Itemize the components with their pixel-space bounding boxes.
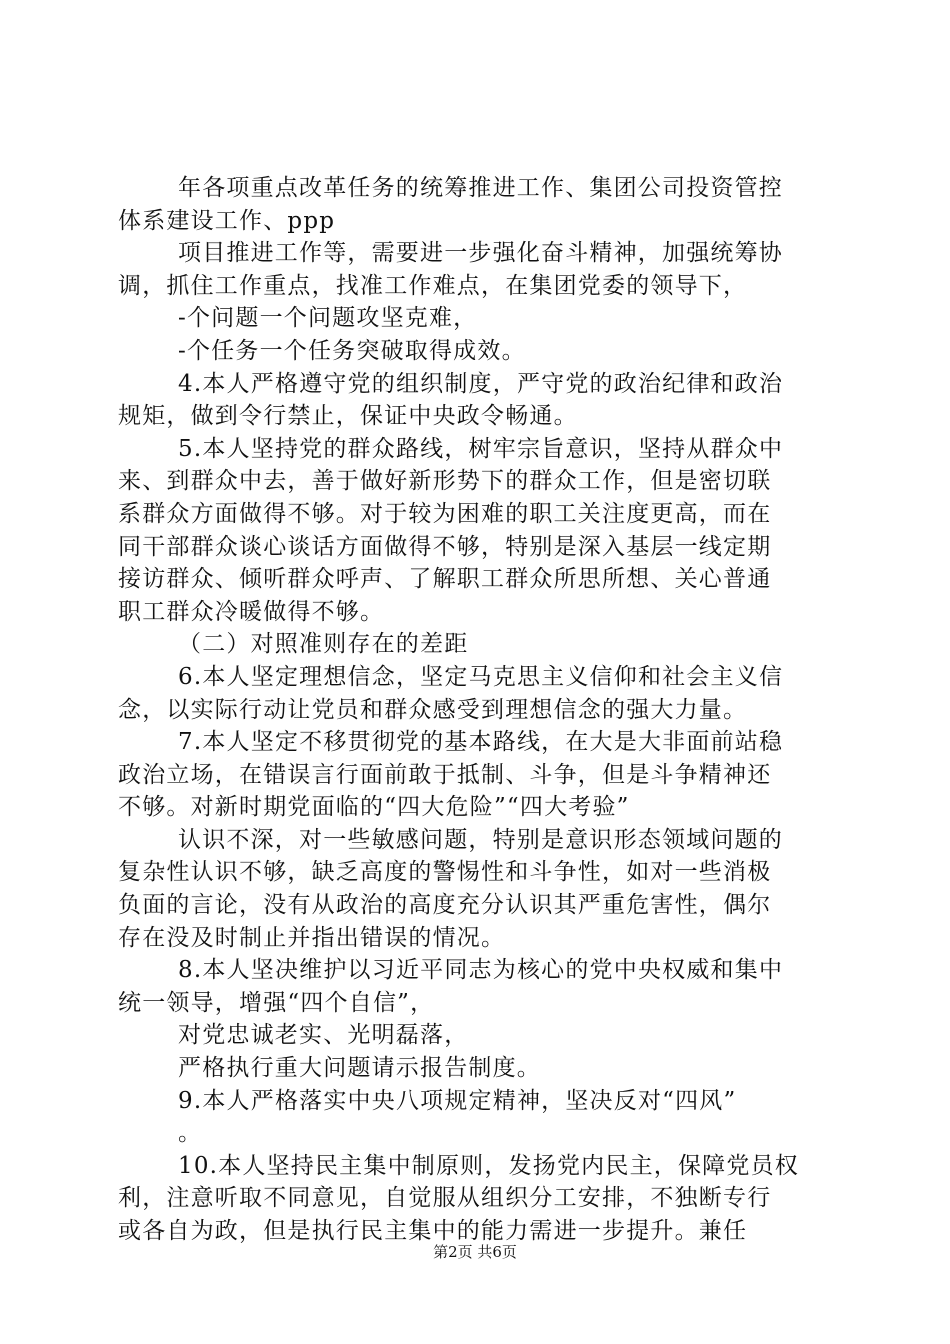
- text-line: 10.本人坚持民主集中制原则，发扬党内民主，保障党员权: [178, 1152, 799, 1179]
- text-line: 负面的言论，没有从政治的高度充分认识其严重危害性，偶尔: [118, 892, 772, 919]
- text-line: 。: [178, 1120, 203, 1147]
- text-line: 复杂性认识不够，缺乏高度的警惕性和斗争性，如对一些消极: [118, 859, 772, 886]
- text-line: 念，以实际行动让党员和群众感受到理想信念的强大力量。: [118, 696, 748, 723]
- text-line: 系群众方面做得不够。对于较为困难的职工关注度更高，而在: [118, 500, 772, 527]
- page-number-footer: 第2页 共6页: [433, 1243, 517, 1261]
- text-line: 对党忠诚老实、光明磊落，: [178, 1022, 469, 1049]
- text-line: 7.本人坚定不移贯彻党的基本路线，在大是大非面前站稳: [178, 729, 784, 756]
- text-line: 职工群众冷暖做得不够。: [118, 598, 385, 625]
- text-line: 调，抓住工作重点，找准工作难点，在集团党委的领导下，: [118, 272, 748, 299]
- text-line: 体系建设工作、ppp: [118, 207, 336, 234]
- text-line: 4.本人严格遵守党的组织制度，严守党的政治纪律和政治: [178, 370, 784, 397]
- text-line: -个问题一个问题攻坚克难，: [178, 305, 478, 332]
- text-line: 不够。对新时期党面临的“四大危险”“四大考验”: [118, 794, 630, 821]
- text-line: 统一领导，增强“四个自信”，: [118, 989, 435, 1016]
- text-line: -个任务一个任务突破取得成效。: [178, 337, 526, 364]
- text-line: 9.本人严格落实中央八项规定精神，坚决反对“四风”: [178, 1087, 737, 1114]
- text-line: 认识不深，对一些敏感问题，特别是意识形态领域问题的: [178, 826, 783, 853]
- text-line: 严格执行重大问题请示报告制度。: [178, 1055, 541, 1082]
- text-line: 年各项重点改革任务的统筹推进工作、集团公司投资管控: [178, 175, 783, 201]
- text-line: 规矩，做到令行禁止，保证中央政令畅通。: [118, 403, 578, 430]
- text-line: 8.本人坚决维护以习近平同志为核心的党中央权威和集中: [178, 957, 784, 984]
- text-line: 同干部群众谈心谈话方面做得不够，特别是深入基层一线定期: [118, 533, 772, 560]
- document-body: [118, 172, 836, 1248]
- text-line: 5.本人坚持党的群众路线，树牢宗旨意识，坚持从群众中: [178, 435, 784, 462]
- text-line: 6.本人坚定理想信念，坚定马克思主义信仰和社会主义信: [178, 663, 784, 690]
- text-line: 存在没及时制止并指出错误的情况。: [118, 924, 506, 951]
- text-line: 或各自为政，但是执行民主集中的能力需进一步提升。兼任: [118, 1218, 748, 1244]
- text-line: （二）对照准则存在的差距: [178, 631, 469, 658]
- text-line: 政治立场，在错误言行面前敢于抵制、斗争，但是斗争精神还: [118, 761, 772, 788]
- text-line: 项目推进工作等，需要进一步强化奋斗精神，加强统筹协: [178, 240, 783, 267]
- text-line: 利，注意听取不同意见，自觉服从组织分工安排，不独断专行: [118, 1185, 772, 1212]
- text-line: 接访群众、倾听群众呼声、了解职工群众所思所想、关心普通: [118, 566, 772, 593]
- text-line: 来、到群众中去，善于做好新形势下的群众工作，但是密切联: [118, 468, 772, 495]
